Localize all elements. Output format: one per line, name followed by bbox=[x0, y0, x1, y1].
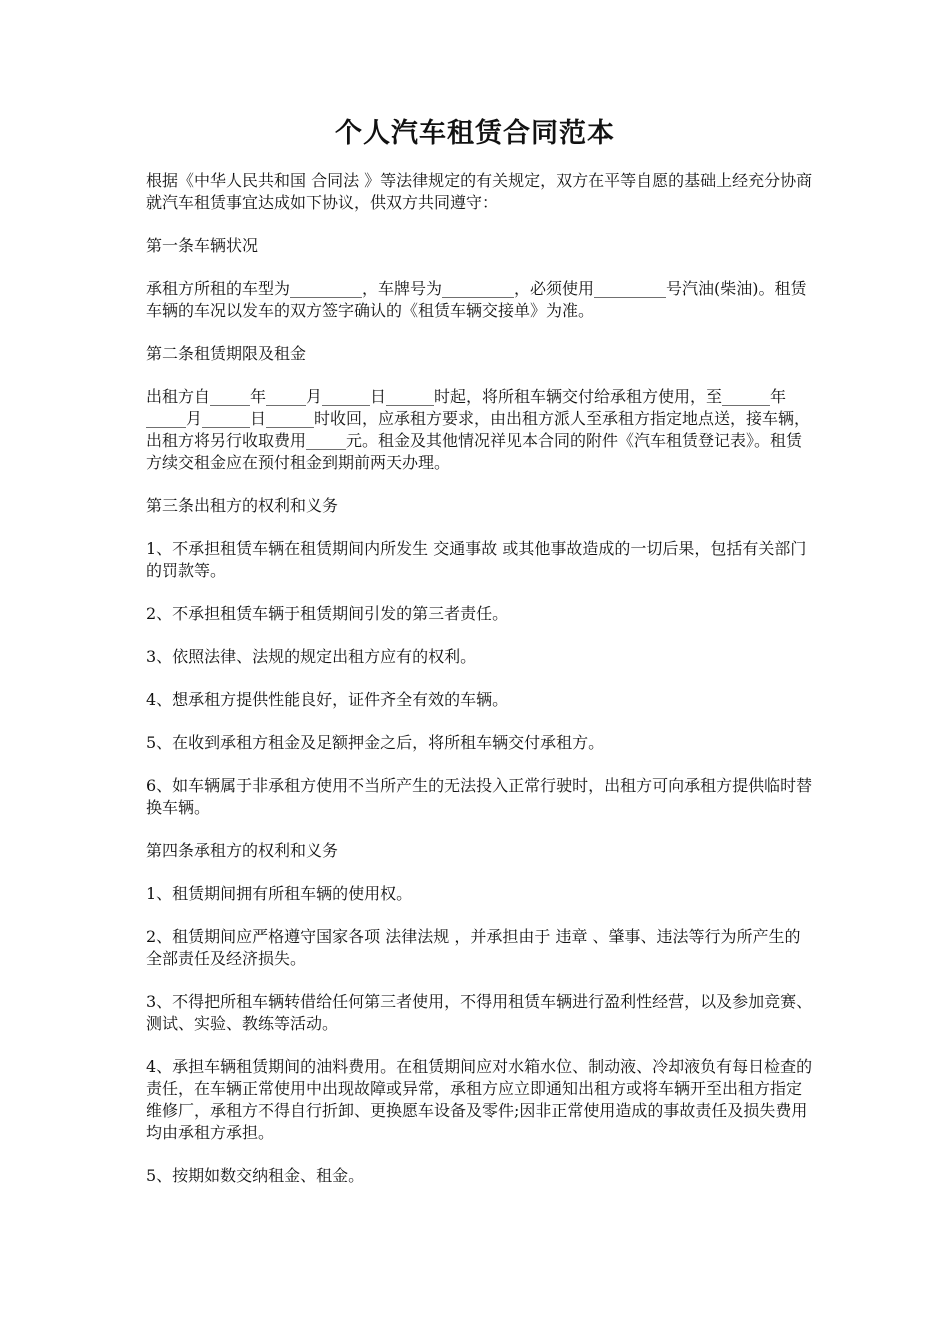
section-3-item: 2、不承担租赁车辆于租赁期间引发的第三者责任。 bbox=[146, 604, 509, 623]
section-heading-2: 第二条租赁期限及租金 bbox=[146, 344, 307, 363]
section-heading-4: 第四条承租方的权利和义务 bbox=[146, 841, 339, 860]
document-title: 个人汽车租赁合同范本 bbox=[335, 118, 615, 149]
section-3-item: 5、在收到承租方租金及足额押金之后，将所租车辆交付承租方。 bbox=[146, 733, 605, 752]
section-4-item: 1、租赁期间拥有所租车辆的使用权。 bbox=[146, 884, 413, 903]
section-heading-1: 第一条车辆状况 bbox=[146, 236, 259, 255]
section-4-item: 5、按期如数交纳租金、租金。 bbox=[146, 1166, 365, 1185]
section-3-item: 4、想承租方提供性能良好，证件齐全有效的车辆。 bbox=[146, 690, 509, 709]
section-2-paragraph: 出租方自_____年_____月______日______时起，将所租车辆交付给承租方使用，至______年_____月______日______时收回，应承租方要求，由出租方派人至承租方指定地点送，接车辆，出租方将另行收取费用_____元。租金及其他情况祥见本合同的附件《汽车租赁登记表》。租赁方续交租金应在预付租金到期前两天办理。 bbox=[146, 387, 811, 472]
section-3-item: 3、依照法律、法规的规定出租方应有的权利。 bbox=[146, 647, 477, 666]
section-1-paragraph: 承租方所租的车型为_________，车牌号为_________，必须使用_________号汽油(柴油)。租赁车辆的车况以发车的双方签字确认的《租赁车辆交接单》为准。 bbox=[146, 279, 807, 320]
intro-paragraph: 根据《中华人民共和国 合同法 》等法律规定的有关规定，双方在平等自愿的基础上经充分协商就汽车租赁事宜达成如下协议，供双方共同遵守： bbox=[146, 171, 813, 212]
section-4-item: 4、承担车辆租赁期间的油料费用。在租赁期间应对水箱水位、制动液、冷却液负有每日检查的责任，在车辆正常使用中出现故障或异常，承租方应立即通知出租方或将车辆开至出租方指定维修厂，承租方不得自行折卸、更换愿车设备及零件;因非正常使用造成的事故责任及损失费用均由承租方承担。 bbox=[146, 1057, 813, 1142]
section-3-item: 1、不承担租赁车辆在租赁期间内所发生 交通事故 或其他事故造成的一切后果，包括有关部门的罚款等。 bbox=[146, 539, 807, 580]
document-body bbox=[146, 170, 816, 1208]
section-heading-3: 第三条出租方的权利和义务 bbox=[146, 496, 339, 515]
section-3-item: 6、如车辆属于非承租方使用不当所产生的无法投入正常行驶时，出租方可向承租方提供临时替换车辆。 bbox=[146, 776, 813, 817]
section-4-item: 3、不得把所租车辆转借给任何第三者使用，不得用租赁车辆进行盈利性经营，以及参加竞赛、测试、实验、教练等活动。 bbox=[146, 992, 813, 1033]
section-4-item: 2、租赁期间应严格遵守国家各项 法律法规 ，并承担由于 违章 、肇事、违法等行为所产生的全部责任及经济损失。 bbox=[146, 927, 801, 968]
